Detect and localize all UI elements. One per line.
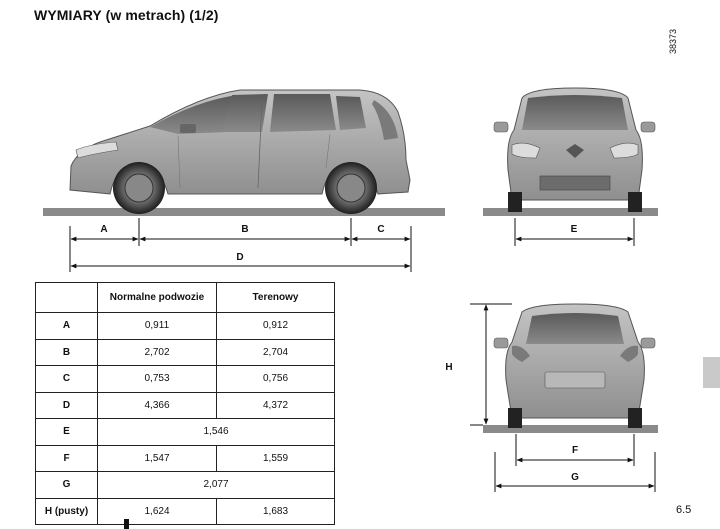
side-mirror [180, 124, 196, 133]
row-label: G [36, 472, 98, 499]
rear-view-car [483, 304, 658, 433]
dim-label-d: D [236, 252, 244, 263]
table-row [36, 313, 335, 340]
page-title: WYMIARY (w metrach) (1/2) [34, 7, 219, 23]
cell-offroad: 0,912 [217, 313, 335, 340]
ground-side [43, 208, 445, 216]
cell-merged: 1,546 [98, 419, 335, 446]
cell-normal: 0,911 [98, 313, 217, 340]
side-view-car [43, 90, 445, 216]
dim-label-a: A [100, 224, 108, 235]
section-tab-marker [703, 357, 720, 388]
row-label: B [36, 339, 98, 366]
table-header-row [36, 283, 335, 313]
page-number: 6.5 [676, 504, 692, 516]
dim-label-b: B [241, 224, 249, 235]
cell-offroad: 2,704 [217, 339, 335, 366]
dim-label-h: H [445, 362, 453, 373]
cell-offroad: 0,756 [217, 366, 335, 393]
windshield-front [522, 95, 628, 130]
cell-merged: 2,077 [98, 472, 335, 499]
cell-normal: 4,366 [98, 392, 217, 419]
rear-side-window [270, 94, 336, 132]
cell-offroad: 4,372 [217, 392, 335, 419]
dim-label-g: G [571, 472, 579, 483]
row-label: F [36, 445, 98, 472]
table-row [36, 339, 335, 366]
table-row [36, 419, 335, 446]
dim-label-f: F [571, 445, 579, 456]
table-row [36, 366, 335, 393]
table-row [36, 392, 335, 419]
cell-offroad: 1,559 [217, 445, 335, 472]
figure-number: 38373 [668, 28, 678, 54]
table-header-empty [36, 283, 98, 313]
dimensions-table [35, 282, 335, 525]
table-header-offroad: Terenowy [217, 283, 335, 313]
row-label: A [36, 313, 98, 340]
table-row [36, 472, 335, 499]
cell-normal: 2,702 [98, 339, 217, 366]
cell-normal: 1,624 [98, 498, 217, 525]
row-label: C [36, 366, 98, 393]
cell-normal: 1,547 [98, 445, 217, 472]
table-row [36, 498, 335, 525]
row-label: D [36, 392, 98, 419]
front-grille [540, 176, 610, 190]
license-plate-area [545, 372, 605, 388]
dim-label-e: E [570, 224, 578, 235]
row-label: H (pusty) [36, 498, 98, 525]
cell-offroad: 1,683 [217, 498, 335, 525]
cell-normal: 0,753 [98, 366, 217, 393]
table-header-normal: Normalne podwozie [98, 283, 217, 313]
dim-label-c: C [377, 224, 385, 235]
row-label: E [36, 419, 98, 446]
table-row [36, 445, 335, 472]
rear-window [526, 313, 624, 344]
front-view-car [483, 88, 658, 216]
bottom-edge-marker [124, 519, 129, 529]
